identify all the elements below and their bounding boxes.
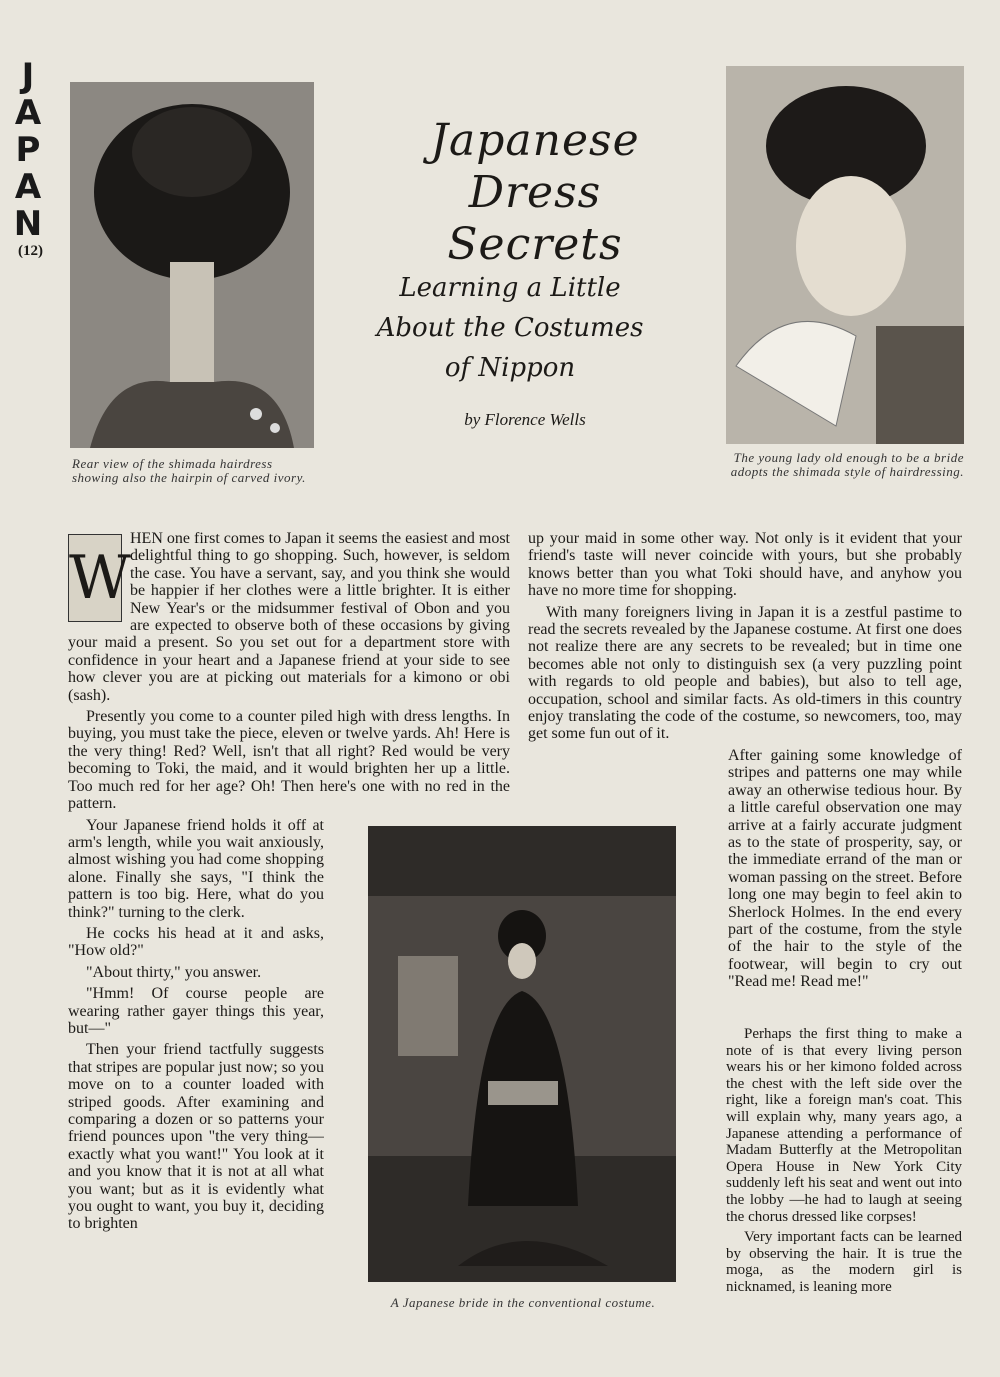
page-number: (12) (18, 243, 43, 259)
photo-shimada-rear-image (70, 82, 314, 448)
logo-letter: A (14, 167, 42, 207)
photo-shimada-rear (70, 82, 314, 448)
subtitle-line-1: Learning a Little (399, 273, 621, 303)
caption-top-right: The young lady old enough to be a bride adopts the shimada style of hairdressing. (730, 450, 964, 479)
logo-letter: A (14, 93, 42, 133)
caption-top-left: Rear view of the shimada hairdress showing also the hairpin of carved ivory. (72, 456, 306, 485)
article-title (385, 115, 685, 271)
drop-cap: W (68, 534, 122, 622)
logo-letter: N (13, 204, 43, 244)
paragraph: up your maid in some other way. Not only is it evident that your friend's taste will never coincide with yours, but she probably knows better than you what Toki should have, and anyhow you have no more time for shopping. (528, 530, 962, 600)
photo-young-lady-fan-image (726, 66, 964, 444)
paragraph: Perhaps the first thing to make a note of is that every living person wears his or her kimono folded across the chest with the left side over the right, like a foreign man's coat. This will explain why, many years ago, a Japanese attending a performance of Madam Butterfly at the Metropolitan Opera House in New York City suddenly left his seat and went out into the lobby —he had to laugh at seeing the chorus dressed like corpses! (726, 1026, 962, 1225)
article-right-column (528, 530, 962, 1026)
paragraph: Presently you come to a counter piled high with dress lengths. In buying, you must take the piece, eleven or twelve yards. Ah! Here is the very thing! Red? Well, isn't that all right? Red would be very becoming to Toki, the maid, and it would brighten her up a little. Too much red for her age? Oh! Then here's one with no red in the pattern. (68, 708, 510, 813)
magazine-logo (8, 58, 48, 243)
paragraph: He cocks his head at it and asks, "How old?" (68, 924, 324, 960)
paragraph: Very important facts can be learned by observing the hair. It is true the moga, as the modern girl is nicknamed, is leaning more (726, 1229, 962, 1295)
paragraph (528, 747, 962, 991)
subtitle-line-2: About the Costumes (376, 313, 644, 343)
paragraph: HEN one first comes to Japan it seems the easiest and most delightful thing to go shopping. Such, however, is seldom the case. You have a servant, say, and you think she would be happier if her clothes were a little brighter. It is either New Year's or the midsummer festival of Obon and you are expected to observe both of these occasions by giving your maid a present. So you set out for a department store with confidence in your heart and a Japanese friend at your side to see how clever you are at picking out materials for a kimono or obi (sash). (68, 530, 510, 704)
article-subtitle (350, 268, 670, 388)
paragraph-text: After gaining some knowledge of stripes and patterns one may while away an otherwise tedious hour. By a little careful observation one may arrive at a fairly accurate judgment as to the state of prosperity, say, or the immediate errand of the man or woman passing on the street. Before long one may begin to feel akin to Sherlock Holmes. In the end every part of the costume, from the style of the hair to the style of the footwear, will begin to cry out "Read me! Read me!" (728, 746, 962, 991)
narrow-left-block (68, 817, 324, 1377)
photo-young-lady-fan (726, 66, 964, 444)
paragraph: With many foreigners living in Japan it is a zestful pastime to read the secrets revealed by the Japanese costume. At first one does not realize there are any secrets to be revealed; but in time one becomes able not only to distinguish sex (a very puzzling point with regards to old people and babies), but also to tell age, occupation, school and similar facts. As old-timers in this country enjoy translating the code of the costume, so newcomers, too, may get some fun out of it. (528, 603, 962, 743)
paragraph: "About thirty," you answer. (86, 963, 262, 981)
logo-letter: P (15, 130, 41, 170)
byline: by Florence Wells (464, 410, 586, 429)
title-line-1: Japanese (430, 115, 640, 166)
subtitle-line-3: of Nippon (444, 353, 576, 383)
article-right-lower-column (726, 1026, 962, 1326)
logo-letter: J (21, 56, 35, 96)
paragraph: Then your friend tactfully suggests that stripes are popular just now; so you move on to a counter loaded with striped goods. After examining and comparing a dozen or so patterns your friend pounces upon "the very thing—exactly what you want!" You look at it and you know that it is not at all what you want; but as it is evidently what you ought to want, you buy it, deciding to brighten (68, 1041, 324, 1233)
paragraph: Your Japanese friend holds it off at arm's length, while you wait anxiously, almost wishing you had come shopping alone. Finally she says, "I think the pattern is too big. Here, what do you think?" turning to the clerk. (68, 816, 324, 921)
caption-center: A Japanese bride in the conventional costume. (390, 1295, 656, 1310)
title-line-2: Dress Secrets (447, 167, 623, 270)
paragraph: "Hmm! Of course people are wearing rather gayer things this year, but—" (68, 985, 324, 1037)
